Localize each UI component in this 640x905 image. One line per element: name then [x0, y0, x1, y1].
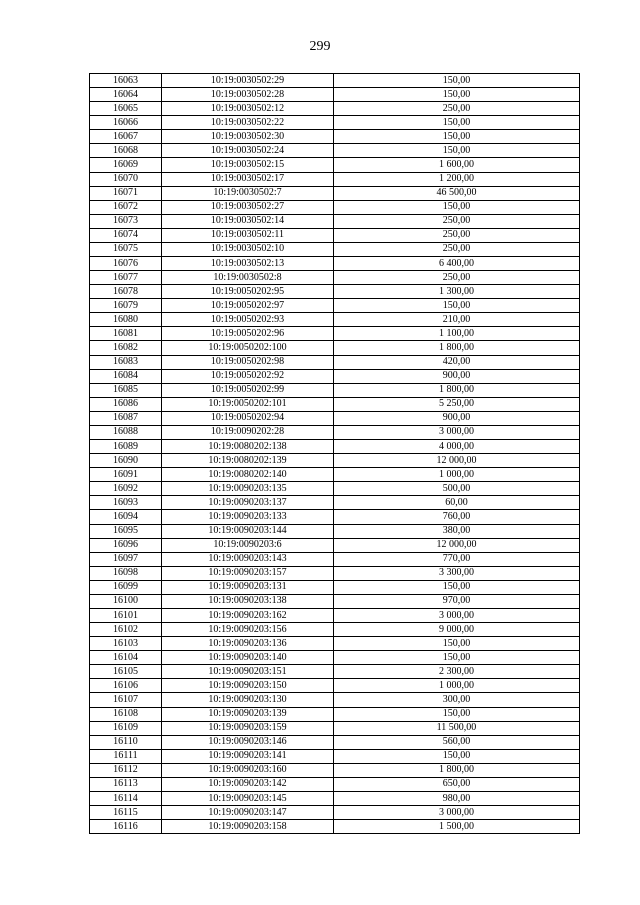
- cadastral-number-cell: 10:19:0050202:94: [162, 411, 334, 425]
- record-number-cell: 16101: [90, 608, 162, 622]
- cadastral-number-cell: 10:19:0090203:150: [162, 679, 334, 693]
- cadastral-number-cell: 10:19:0090203:140: [162, 651, 334, 665]
- record-number-cell: 16087: [90, 411, 162, 425]
- table-row: [90, 777, 580, 791]
- value-cell: 1 800,00: [334, 383, 580, 397]
- value-cell: 250,00: [334, 228, 580, 242]
- cadastral-number-cell: 10:19:0030502:29: [162, 74, 334, 88]
- table-row: [90, 482, 580, 496]
- record-number-cell: 16081: [90, 327, 162, 341]
- value-cell: 150,00: [334, 580, 580, 594]
- cadastral-number-cell: 10:19:0080202:138: [162, 440, 334, 454]
- value-cell: 46 500,00: [334, 186, 580, 200]
- table-row: [90, 608, 580, 622]
- value-cell: 250,00: [334, 102, 580, 116]
- value-cell: 1 300,00: [334, 285, 580, 299]
- value-cell: 12 000,00: [334, 538, 580, 552]
- value-cell: 150,00: [334, 116, 580, 130]
- record-number-cell: 16070: [90, 172, 162, 186]
- record-number-cell: 16112: [90, 763, 162, 777]
- table-row: [90, 355, 580, 369]
- value-cell: 500,00: [334, 482, 580, 496]
- table-row: [90, 623, 580, 637]
- record-number-cell: 16110: [90, 735, 162, 749]
- table-row: [90, 791, 580, 805]
- table-row: [90, 440, 580, 454]
- table-row: [90, 806, 580, 820]
- cadastral-number-cell: 10:19:0090203:143: [162, 552, 334, 566]
- table-row: [90, 538, 580, 552]
- table-row: [90, 383, 580, 397]
- cadastral-number-cell: 10:19:0090203:139: [162, 707, 334, 721]
- value-cell: 150,00: [334, 200, 580, 214]
- cadastral-number-cell: 10:19:0030502:22: [162, 116, 334, 130]
- table-row: [90, 186, 580, 200]
- value-cell: 770,00: [334, 552, 580, 566]
- cadastral-number-cell: 10:19:0090203:137: [162, 496, 334, 510]
- table-row: [90, 566, 580, 580]
- value-cell: 760,00: [334, 510, 580, 524]
- record-number-cell: 16082: [90, 341, 162, 355]
- value-cell: 5 250,00: [334, 397, 580, 411]
- record-number-cell: 16074: [90, 228, 162, 242]
- table-row: [90, 228, 580, 242]
- record-number-cell: 16089: [90, 440, 162, 454]
- table-row: [90, 257, 580, 271]
- cadastral-number-cell: 10:19:0090203:130: [162, 693, 334, 707]
- cadastral-number-cell: 10:19:0030502:30: [162, 130, 334, 144]
- value-cell: 150,00: [334, 707, 580, 721]
- cadastral-number-cell: 10:19:0090203:160: [162, 763, 334, 777]
- table-row: [90, 172, 580, 186]
- record-number-cell: 16094: [90, 510, 162, 524]
- record-number-cell: 16100: [90, 594, 162, 608]
- cadastral-number-cell: 10:19:0050202:96: [162, 327, 334, 341]
- table-row: [90, 735, 580, 749]
- page-number: 299: [309, 39, 331, 54]
- table-row: [90, 651, 580, 665]
- table-row: [90, 88, 580, 102]
- cadastral-number-cell: 10:19:0090203:141: [162, 749, 334, 763]
- record-number-cell: 16090: [90, 454, 162, 468]
- cadastral-number-cell: 10:19:0080202:139: [162, 454, 334, 468]
- value-cell: 1 100,00: [334, 327, 580, 341]
- value-cell: 250,00: [334, 242, 580, 256]
- table-row: [90, 637, 580, 651]
- table-row: [90, 707, 580, 721]
- cadastral-number-cell: 10:19:0050202:97: [162, 299, 334, 313]
- cadastral-number-cell: 10:19:0050202:93: [162, 313, 334, 327]
- table-row: [90, 271, 580, 285]
- table-row: [90, 411, 580, 425]
- table-row: [90, 693, 580, 707]
- record-number-cell: 16080: [90, 313, 162, 327]
- cadastral-number-cell: 10:19:0090203:6: [162, 538, 334, 552]
- table-row: [90, 820, 580, 834]
- cadastral-number-cell: 10:19:0090203:135: [162, 482, 334, 496]
- cadastral-number-cell: 10:19:0090203:162: [162, 608, 334, 622]
- cadastral-number-cell: 10:19:0030502:7: [162, 186, 334, 200]
- table-row: [90, 496, 580, 510]
- value-cell: 150,00: [334, 88, 580, 102]
- value-cell: 300,00: [334, 693, 580, 707]
- record-number-cell: 16105: [90, 665, 162, 679]
- record-number-cell: 16076: [90, 257, 162, 271]
- table-row: [90, 200, 580, 214]
- table-row: [90, 510, 580, 524]
- cadastral-number-cell: 10:19:0030502:27: [162, 200, 334, 214]
- record-number-cell: 16072: [90, 200, 162, 214]
- value-cell: 1 800,00: [334, 341, 580, 355]
- table-row: [90, 665, 580, 679]
- value-cell: 3 300,00: [334, 566, 580, 580]
- record-number-cell: 16116: [90, 820, 162, 834]
- cadastral-number-cell: 10:19:0090202:28: [162, 425, 334, 439]
- cadastral-number-cell: 10:19:0090203:138: [162, 594, 334, 608]
- value-cell: 210,00: [334, 313, 580, 327]
- table-row: [90, 144, 580, 158]
- cadastral-number-cell: 10:19:0030502:24: [162, 144, 334, 158]
- value-cell: 12 000,00: [334, 454, 580, 468]
- value-cell: 150,00: [334, 130, 580, 144]
- record-number-cell: 16073: [90, 214, 162, 228]
- value-cell: 150,00: [334, 637, 580, 651]
- table-row: [90, 369, 580, 383]
- record-number-cell: 16083: [90, 355, 162, 369]
- record-number-cell: 16093: [90, 496, 162, 510]
- cadastral-number-cell: 10:19:0030502:17: [162, 172, 334, 186]
- record-number-cell: 16067: [90, 130, 162, 144]
- cadastral-number-cell: 10:19:0090203:158: [162, 820, 334, 834]
- cadastral-number-cell: 10:19:0090203:151: [162, 665, 334, 679]
- table-row: [90, 763, 580, 777]
- cadastral-number-cell: 10:19:0090203:156: [162, 623, 334, 637]
- value-cell: 1 500,00: [334, 820, 580, 834]
- table-row: [90, 214, 580, 228]
- value-cell: 1 000,00: [334, 468, 580, 482]
- value-cell: 3 000,00: [334, 608, 580, 622]
- cadastral-number-cell: 10:19:0050202:100: [162, 341, 334, 355]
- record-number-cell: 16078: [90, 285, 162, 299]
- table-row: [90, 327, 580, 341]
- value-cell: 250,00: [334, 214, 580, 228]
- table-row: [90, 749, 580, 763]
- cadastral-number-cell: 10:19:0030502:14: [162, 214, 334, 228]
- value-cell: 150,00: [334, 74, 580, 88]
- record-number-cell: 16065: [90, 102, 162, 116]
- table-row: [90, 425, 580, 439]
- value-cell: 3 000,00: [334, 425, 580, 439]
- table-row: [90, 158, 580, 172]
- record-number-cell: 16096: [90, 538, 162, 552]
- value-cell: 900,00: [334, 369, 580, 383]
- record-number-cell: 16103: [90, 637, 162, 651]
- value-cell: 1 200,00: [334, 172, 580, 186]
- record-number-cell: 16115: [90, 806, 162, 820]
- table-row: [90, 454, 580, 468]
- table-row: [90, 524, 580, 538]
- table-row: [90, 580, 580, 594]
- cadastral-number-cell: 10:19:0090203:131: [162, 580, 334, 594]
- cadastral-number-cell: 10:19:0050202:95: [162, 285, 334, 299]
- value-cell: 250,00: [334, 271, 580, 285]
- registry-table: [89, 73, 580, 834]
- cadastral-number-cell: 10:19:0030502:8: [162, 271, 334, 285]
- value-cell: 1 600,00: [334, 158, 580, 172]
- record-number-cell: 16107: [90, 693, 162, 707]
- cadastral-number-cell: 10:19:0030502:12: [162, 102, 334, 116]
- value-cell: 4 000,00: [334, 440, 580, 454]
- record-number-cell: 16104: [90, 651, 162, 665]
- value-cell: 1 800,00: [334, 763, 580, 777]
- value-cell: 980,00: [334, 791, 580, 805]
- table-row: [90, 299, 580, 313]
- value-cell: 150,00: [334, 299, 580, 313]
- table-row: [90, 552, 580, 566]
- cadastral-number-cell: 10:19:0030502:28: [162, 88, 334, 102]
- table-row: [90, 594, 580, 608]
- cadastral-number-cell: 10:19:0090203:142: [162, 777, 334, 791]
- record-number-cell: 16086: [90, 397, 162, 411]
- table-row: [90, 242, 580, 256]
- value-cell: 2 300,00: [334, 665, 580, 679]
- value-cell: 60,00: [334, 496, 580, 510]
- record-number-cell: 16111: [90, 749, 162, 763]
- record-number-cell: 16098: [90, 566, 162, 580]
- value-cell: 900,00: [334, 411, 580, 425]
- registry-table-body: [90, 74, 580, 834]
- value-cell: 9 000,00: [334, 623, 580, 637]
- cadastral-number-cell: 10:19:0080202:140: [162, 468, 334, 482]
- record-number-cell: 16066: [90, 116, 162, 130]
- record-number-cell: 16114: [90, 791, 162, 805]
- record-number-cell: 16109: [90, 721, 162, 735]
- record-number-cell: 16079: [90, 299, 162, 313]
- value-cell: 560,00: [334, 735, 580, 749]
- record-number-cell: 16064: [90, 88, 162, 102]
- record-number-cell: 16099: [90, 580, 162, 594]
- cadastral-number-cell: 10:19:0030502:13: [162, 257, 334, 271]
- table-row: [90, 102, 580, 116]
- cadastral-number-cell: 10:19:0030502:10: [162, 242, 334, 256]
- value-cell: 970,00: [334, 594, 580, 608]
- record-number-cell: 16108: [90, 707, 162, 721]
- record-number-cell: 16063: [90, 74, 162, 88]
- cadastral-number-cell: 10:19:0090203:145: [162, 791, 334, 805]
- value-cell: 150,00: [334, 749, 580, 763]
- table-row: [90, 341, 580, 355]
- cadastral-number-cell: 10:19:0090203:146: [162, 735, 334, 749]
- cadastral-number-cell: 10:19:0090203:159: [162, 721, 334, 735]
- cadastral-number-cell: 10:19:0050202:99: [162, 383, 334, 397]
- cadastral-number-cell: 10:19:0030502:15: [162, 158, 334, 172]
- cadastral-number-cell: 10:19:0090203:133: [162, 510, 334, 524]
- value-cell: 150,00: [334, 651, 580, 665]
- value-cell: 11 500,00: [334, 721, 580, 735]
- record-number-cell: 16068: [90, 144, 162, 158]
- value-cell: 150,00: [334, 144, 580, 158]
- cadastral-number-cell: 10:19:0030502:11: [162, 228, 334, 242]
- record-number-cell: 16075: [90, 242, 162, 256]
- record-number-cell: 16097: [90, 552, 162, 566]
- table-row: [90, 397, 580, 411]
- record-number-cell: 16091: [90, 468, 162, 482]
- table-row: [90, 468, 580, 482]
- record-number-cell: 16092: [90, 482, 162, 496]
- table-row: [90, 721, 580, 735]
- record-number-cell: 16069: [90, 158, 162, 172]
- table-row: [90, 116, 580, 130]
- record-number-cell: 16088: [90, 425, 162, 439]
- record-number-cell: 16113: [90, 777, 162, 791]
- cadastral-number-cell: 10:19:0090203:147: [162, 806, 334, 820]
- table-row: [90, 130, 580, 144]
- value-cell: 650,00: [334, 777, 580, 791]
- value-cell: 420,00: [334, 355, 580, 369]
- value-cell: 6 400,00: [334, 257, 580, 271]
- record-number-cell: 16071: [90, 186, 162, 200]
- table-row: [90, 74, 580, 88]
- table-row: [90, 313, 580, 327]
- cadastral-number-cell: 10:19:0050202:92: [162, 369, 334, 383]
- cadastral-number-cell: 10:19:0090203:157: [162, 566, 334, 580]
- cadastral-number-cell: 10:19:0090203:144: [162, 524, 334, 538]
- table-row: [90, 285, 580, 299]
- cadastral-number-cell: 10:19:0050202:98: [162, 355, 334, 369]
- record-number-cell: 16084: [90, 369, 162, 383]
- value-cell: 380,00: [334, 524, 580, 538]
- record-number-cell: 16077: [90, 271, 162, 285]
- value-cell: 1 000,00: [334, 679, 580, 693]
- table-row: [90, 679, 580, 693]
- cadastral-number-cell: 10:19:0090203:136: [162, 637, 334, 651]
- record-number-cell: 16102: [90, 623, 162, 637]
- record-number-cell: 16106: [90, 679, 162, 693]
- record-number-cell: 16085: [90, 383, 162, 397]
- value-cell: 3 000,00: [334, 806, 580, 820]
- cadastral-number-cell: 10:19:0050202:101: [162, 397, 334, 411]
- record-number-cell: 16095: [90, 524, 162, 538]
